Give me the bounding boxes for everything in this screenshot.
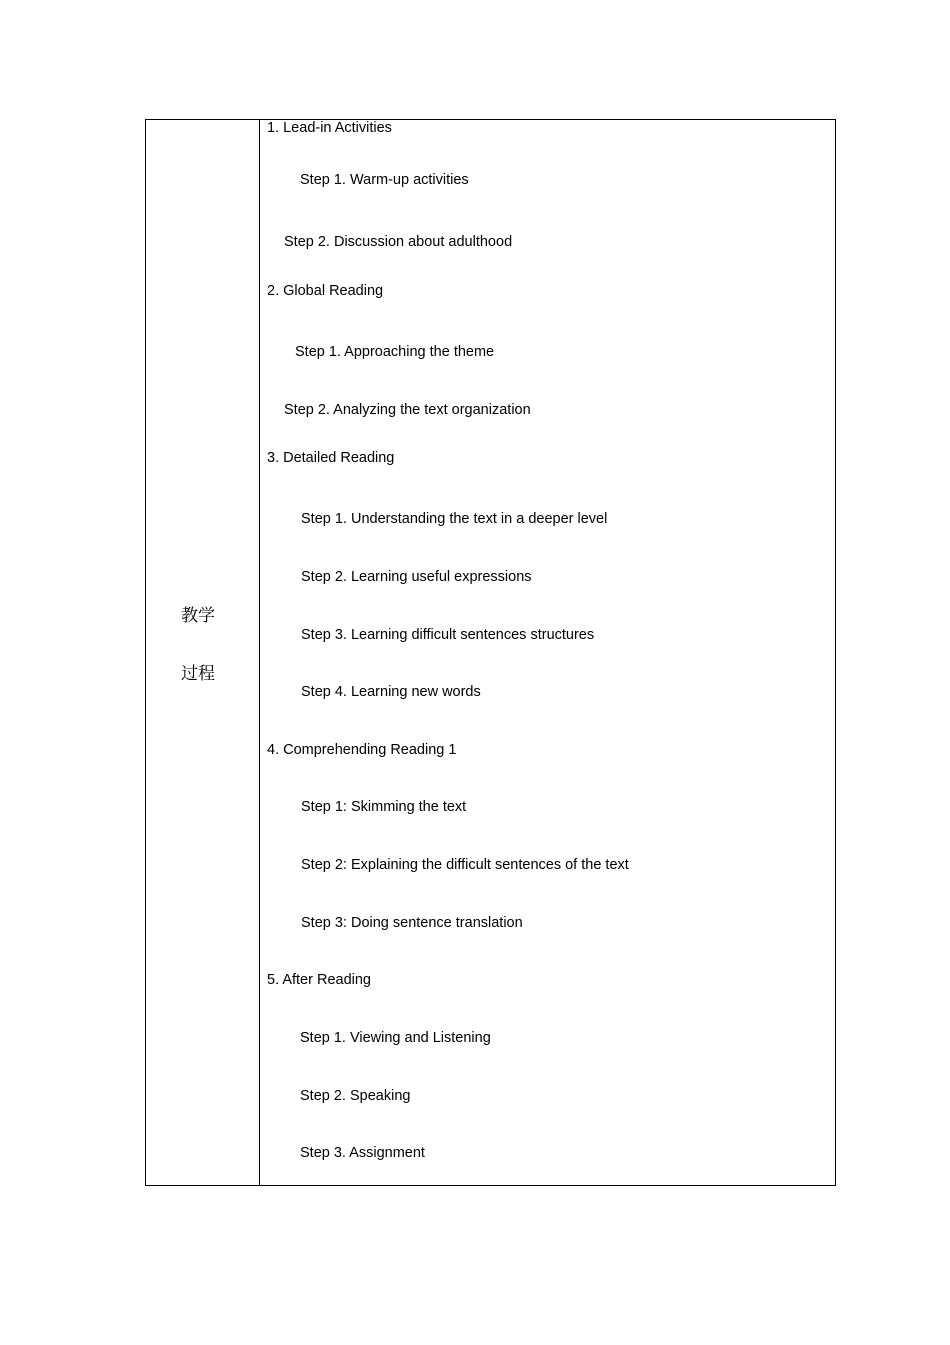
section-title: 1. Lead-in Activities	[267, 120, 392, 136]
section-title: 2. Global Reading	[267, 283, 384, 299]
row-label-line2: 过程	[181, 664, 215, 684]
step-item: Step 2. Analyzing the text organization	[284, 402, 531, 418]
step-item: Step 3: Doing sentence translation	[301, 915, 523, 931]
step-item: Step 2. Discussion about adulthood	[284, 234, 513, 250]
row-label-line1: 教学	[181, 606, 215, 626]
step-item: Step 1: Skimming the text	[301, 799, 467, 815]
step-item: Step 1. Approaching the theme	[295, 344, 495, 360]
section-title: 3. Detailed Reading	[267, 450, 395, 466]
step-item: Step 3. Learning difficult sentences structures	[301, 627, 595, 643]
step-item: Step 2: Explaining the difficult sentences of the text	[301, 857, 629, 873]
section-title: 4. Comprehending Reading 1	[267, 742, 457, 758]
step-item: Step 3. Assignment	[300, 1145, 425, 1161]
lesson-table	[145, 119, 836, 1186]
step-item: Step 1. Viewing and Listening	[300, 1030, 491, 1046]
column-divider	[259, 119, 260, 1186]
step-item: Step 2. Learning useful expressions	[301, 569, 532, 585]
section-title: 5. After Reading	[267, 972, 371, 988]
step-item: Step 1. Understanding the text in a deeper level	[301, 511, 608, 527]
step-item: Step 4. Learning new words	[301, 684, 481, 700]
step-item: Step 2. Speaking	[300, 1088, 411, 1104]
step-item: Step 1. Warm-up activities	[300, 172, 469, 188]
